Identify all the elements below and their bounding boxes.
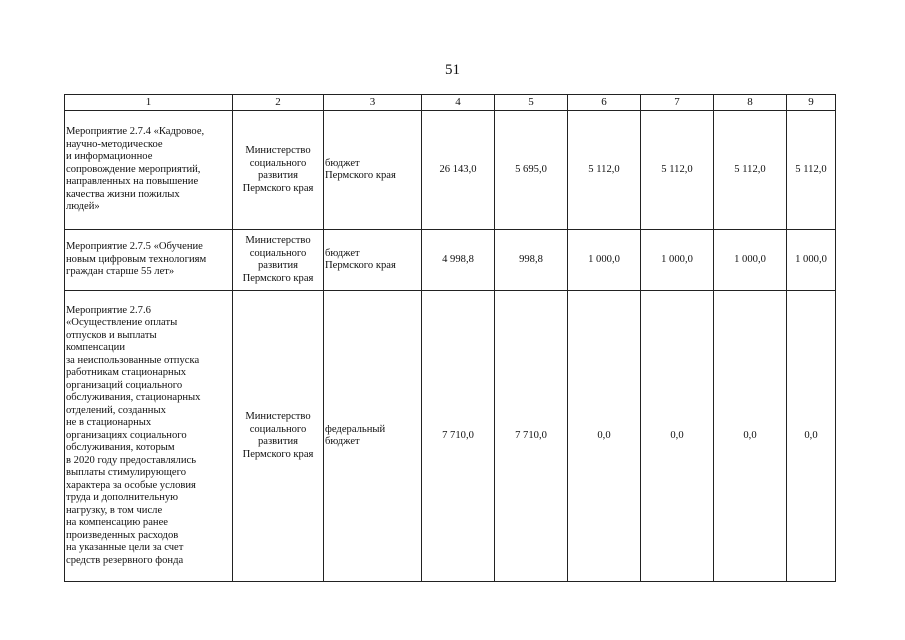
amount-cell: 998,8 <box>495 230 568 291</box>
amount-cell: 1 000,0 <box>641 230 714 291</box>
column-header: 4 <box>422 95 495 111</box>
column-header: 6 <box>568 95 641 111</box>
amount-cell: 5 112,0 <box>714 111 787 230</box>
amount-cell: 0,0 <box>568 291 641 582</box>
column-header: 3 <box>324 95 422 111</box>
total-cell: 7 710,0 <box>422 291 495 582</box>
amount-cell: 1 000,0 <box>787 230 836 291</box>
funding-source-cell: федеральный бюджет <box>324 291 422 582</box>
total-cell: 4 998,8 <box>422 230 495 291</box>
funding-source-cell: бюджет Пермского края <box>324 230 422 291</box>
page-number: 51 <box>445 62 460 78</box>
activity-cell: Мероприятие 2.7.4 «Кадровое, научно-методическое и информационное сопровождение мероприятий, направленных на повышение качества жизни пожилых людей» <box>65 111 233 230</box>
table-header-row <box>65 95 836 111</box>
amount-cell: 1 000,0 <box>568 230 641 291</box>
column-header: 7 <box>641 95 714 111</box>
activity-cell: Мероприятие 2.7.6 «Осуществление оплаты отпусков и выплаты компенсации за неиспользованные отпуска работникам стационарных организаций социального обслуживания, стационарных отделений, созданных не в стационарных организациях социального обслуживания, которым в 2020 году предоставлялись выплаты стимулирующего характера за особые условия труда и дополнительную нагрузку, в том числе на компенсацию ранее произведенных расходов на указанные цели за счет средств резервного фонда <box>65 291 233 582</box>
table-row <box>65 291 836 582</box>
amount-cell: 0,0 <box>787 291 836 582</box>
executor-cell: Министерство социального развития Пермского края <box>233 230 324 291</box>
executor-cell: Министерство социального развития Пермского края <box>233 291 324 582</box>
amount-cell: 5 112,0 <box>787 111 836 230</box>
budget-table <box>64 94 836 582</box>
column-header: 1 <box>65 95 233 111</box>
executor-cell: Министерство социального развития Пермского края <box>233 111 324 230</box>
column-header: 2 <box>233 95 324 111</box>
amount-cell: 0,0 <box>714 291 787 582</box>
amount-cell: 1 000,0 <box>714 230 787 291</box>
amount-cell: 5 695,0 <box>495 111 568 230</box>
column-header: 5 <box>495 95 568 111</box>
funding-source-cell: бюджет Пермского края <box>324 111 422 230</box>
total-cell: 26 143,0 <box>422 111 495 230</box>
amount-cell: 5 112,0 <box>568 111 641 230</box>
column-header: 8 <box>714 95 787 111</box>
activity-cell: Мероприятие 2.7.5 «Обучение новым цифровым технологиям граждан старше 55 лет» <box>65 230 233 291</box>
column-header: 9 <box>787 95 836 111</box>
amount-cell: 0,0 <box>641 291 714 582</box>
amount-cell: 5 112,0 <box>641 111 714 230</box>
amount-cell: 7 710,0 <box>495 291 568 582</box>
table-row <box>65 230 836 291</box>
table-row <box>65 111 836 230</box>
